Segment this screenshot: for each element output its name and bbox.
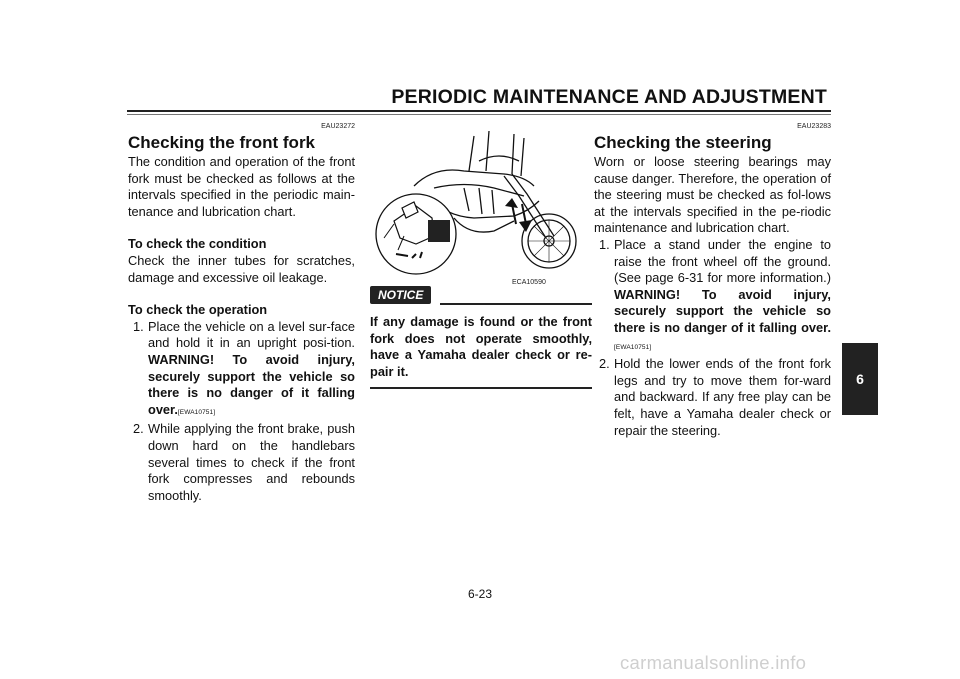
- step-text: Place a stand under the engine to raise the front wheel off the ground. (See page 6-31 for more information.): [614, 236, 831, 286]
- section-title: Checking the steering: [594, 133, 772, 152]
- steering-section: [594, 120, 831, 439]
- section-code: EAU23283: [797, 123, 831, 130]
- step-item: [594, 237, 831, 356]
- figure-code: ECA10590: [512, 279, 546, 286]
- warning-text: WARNING! To avoid injury, securely support the vehicle so there is no danger of it falling over.: [148, 351, 355, 417]
- warning-ref: [EWA10751]: [614, 343, 652, 351]
- step-number: 2.: [133, 421, 144, 437]
- condition-heading: To check the condition: [128, 236, 267, 252]
- warning-ref: [EWA10751]: [177, 408, 216, 416]
- section-intro: The condition and operation of the front fork must be checked as follows at the intervals specified in the periodic main-tenance and lubrication chart.: [128, 154, 355, 219]
- chapter-tab: [842, 343, 878, 415]
- chapter-tab-number: 6: [856, 371, 864, 387]
- step-item: [594, 356, 831, 439]
- header-rule-thin: [127, 114, 831, 115]
- page-header-title: PERIODIC MAINTENANCE AND ADJUSTMENT: [391, 86, 827, 108]
- notice-label: NOTICE: [370, 286, 431, 304]
- step-item: [128, 319, 355, 422]
- section-intro: Worn or loose steering bearings may cause danger. Therefore, the operation of the steering must be checked as fol-lows at the intervals specified in the pe-riodic maintenance and lubrication chart.: [594, 154, 831, 236]
- notice-rule: [440, 303, 592, 305]
- page-number: 6-23: [467, 587, 493, 601]
- step-text: While applying the front brake, push down hard on the handlebars several times to check if the front fork compresses and rebounds smoothly.: [148, 421, 355, 503]
- step-text: Place the vehicle on a level sur-face and hold it in an upright posi-tion.: [148, 318, 355, 351]
- section-code: EAU23272: [321, 123, 355, 130]
- step-number: 2.: [599, 356, 610, 372]
- step-text: Hold the lower ends of the front fork legs and try to move them for-ward and backward. If any free play can be felt, have a Yamaha dealer check or repair the steering.: [614, 356, 831, 438]
- notice-text: If any damage is found or the front fork does not operate smoothly, have a Yamaha dealer check or re-pair it.: [370, 314, 592, 379]
- section-title: Checking the front fork: [128, 133, 316, 152]
- header-rule: [127, 110, 831, 112]
- notice-end-rule: [370, 387, 592, 389]
- warning-text: WARNING! To avoid injury, securely support the vehicle so there is no danger of it falling over.: [614, 286, 831, 335]
- watermark: carmanualsonline.info: [620, 652, 807, 673]
- motorcycle-front-fork-illustration: [374, 126, 599, 286]
- step-number: 1.: [133, 318, 144, 334]
- step-item: [128, 421, 355, 504]
- operation-heading: To check the operation: [128, 302, 268, 318]
- front-fork-section: [128, 120, 355, 504]
- step-number: 1.: [599, 236, 610, 252]
- condition-text: Check the inner tubes for scratches, damage and excessive oil leakage.: [128, 252, 355, 285]
- notice-box: [370, 286, 592, 389]
